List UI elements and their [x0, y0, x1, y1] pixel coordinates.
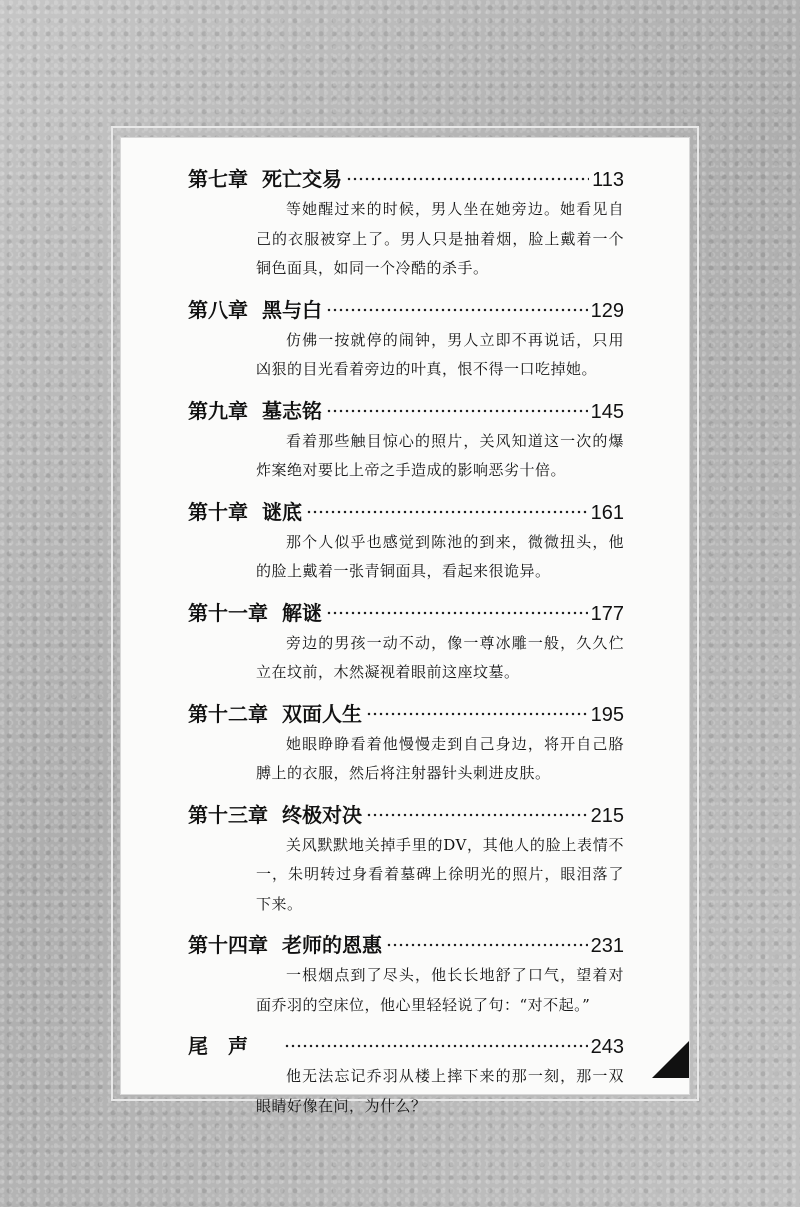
chapter-title: 终极对决	[282, 802, 362, 827]
entry-spacer	[188, 919, 624, 929]
chapter-number: 第七章	[188, 167, 248, 191]
chapter-heading	[188, 929, 624, 961]
chapter-summary: 他无法忘记乔羽从楼上摔下来的那一刻，那一双眼睛好像在问，为什么？	[256, 1067, 624, 1115]
dot-leader	[326, 407, 588, 415]
chapter-heading	[188, 1030, 624, 1062]
chapter-page-number: 215	[590, 804, 624, 827]
toc-entry-chapter-14[interactable]	[188, 929, 624, 1020]
toc-entry-chapter-8[interactable]	[188, 294, 624, 385]
entry-spacer	[188, 385, 624, 395]
toc-entry-chapter-12[interactable]	[188, 698, 624, 789]
chapter-title: 解谜	[282, 600, 322, 625]
chapter-page-number: 195	[590, 703, 624, 726]
chapter-number: 第十一章	[188, 600, 268, 625]
toc-entry-chapter-10[interactable]	[188, 496, 624, 587]
chapter-summary: 那个人似乎也感觉到陈池的到来，微微扭头，他的脸上戴着一张青铜面具，看起来很诡异。	[256, 532, 624, 580]
chapter-number: 第十三章	[188, 802, 268, 827]
chapter-heading	[188, 496, 624, 528]
entry-spacer	[188, 486, 624, 496]
chapter-number: 第十章	[188, 499, 248, 524]
chapter-title: 谜底	[262, 499, 302, 524]
chapter-heading	[188, 597, 624, 629]
chapter-heading	[188, 395, 624, 427]
toc-entry-chapter-11[interactable]	[188, 597, 624, 688]
chapter-summary: 她眼睁睁看着他慢慢走到自己身边，将开自己胳膊上的衣服，然后将注射器针头刺进皮肤。	[256, 734, 624, 782]
chapter-title: 死亡交易	[262, 167, 342, 191]
chapter-heading	[188, 163, 624, 195]
chapter-heading	[188, 698, 624, 730]
chapter-number: 第十四章	[188, 933, 268, 957]
toc-entry-chapter-9[interactable]	[188, 395, 624, 486]
toc-entry-chapter-7[interactable]	[188, 163, 624, 284]
dot-leader	[326, 306, 588, 314]
dot-leader	[306, 508, 588, 516]
chapter-page-number: 161	[590, 501, 624, 524]
chapter-page-number: 129	[590, 299, 624, 322]
chapter-number: 第八章	[188, 297, 248, 322]
dot-leader	[346, 175, 589, 183]
chapter-title: 老师的恩惠	[282, 933, 382, 957]
chapter-summary: 仿佛一按就停的闹钟，男人立即不再说话，只用凶狠的目光看着旁边的叶真，恨不得一口吃掉她。	[256, 330, 624, 378]
dot-leader	[284, 1042, 588, 1050]
chapter-page-number: 177	[590, 602, 624, 625]
dot-leader	[386, 941, 588, 949]
entry-spacer	[188, 587, 624, 597]
toc-entry-epilogue[interactable]	[188, 1030, 624, 1121]
corner-triangle-decoration	[652, 1041, 689, 1078]
entry-spacer	[188, 789, 624, 799]
chapter-title: 双面人生	[282, 701, 362, 726]
entry-spacer	[188, 1020, 624, 1030]
chapter-summary: 看着那些触目惊心的照片，关风知道这一次的爆炸案绝对要比上帝之手造成的影响恶劣十倍。	[256, 431, 624, 479]
chapter-page-number: 231	[590, 935, 624, 957]
toc-entry-chapter-13[interactable]	[188, 799, 624, 920]
chapter-summary: 一根烟点到了尽头，他长长地舒了口气，望着对面乔羽的空床位，他心里轻轻说了句：“对不起。”	[256, 966, 624, 1014]
chapter-number: 第十二章	[188, 701, 268, 726]
chapter-page-number: 113	[592, 169, 624, 191]
dot-leader	[366, 811, 588, 819]
entry-spacer	[188, 284, 624, 294]
chapter-summary: 等她醒过来的时候，男人坐在她旁边。她看见自己的衣服被穿上了。男人只是抽着烟，脸上戴着一个铜色面具，如同一个冷酷的杀手。	[256, 200, 624, 277]
chapter-number: 第九章	[188, 398, 248, 423]
chapter-heading	[188, 799, 624, 831]
chapter-summary: 旁边的男孩一动不动，像一尊冰雕一般，久久伫立在坟前，木然凝视着眼前这座坟墓。	[256, 633, 624, 681]
chapter-heading	[188, 294, 624, 326]
dot-leader	[366, 710, 588, 718]
entry-spacer	[188, 688, 624, 698]
dot-leader	[326, 609, 588, 617]
chapter-page-number: 243	[590, 1036, 624, 1058]
chapter-title: 黑与白	[262, 297, 322, 322]
chapter-summary: 关风默默地关掉手里的DV，其他人的脸上表情不一，朱明转过身看着墓碑上徐明光的照片，眼泪落了下来。	[256, 835, 624, 913]
chapter-number: 尾声	[188, 1034, 268, 1058]
chapter-title: 墓志铭	[262, 398, 322, 423]
table-of-contents	[188, 163, 624, 1121]
chapter-page-number: 145	[590, 400, 624, 423]
